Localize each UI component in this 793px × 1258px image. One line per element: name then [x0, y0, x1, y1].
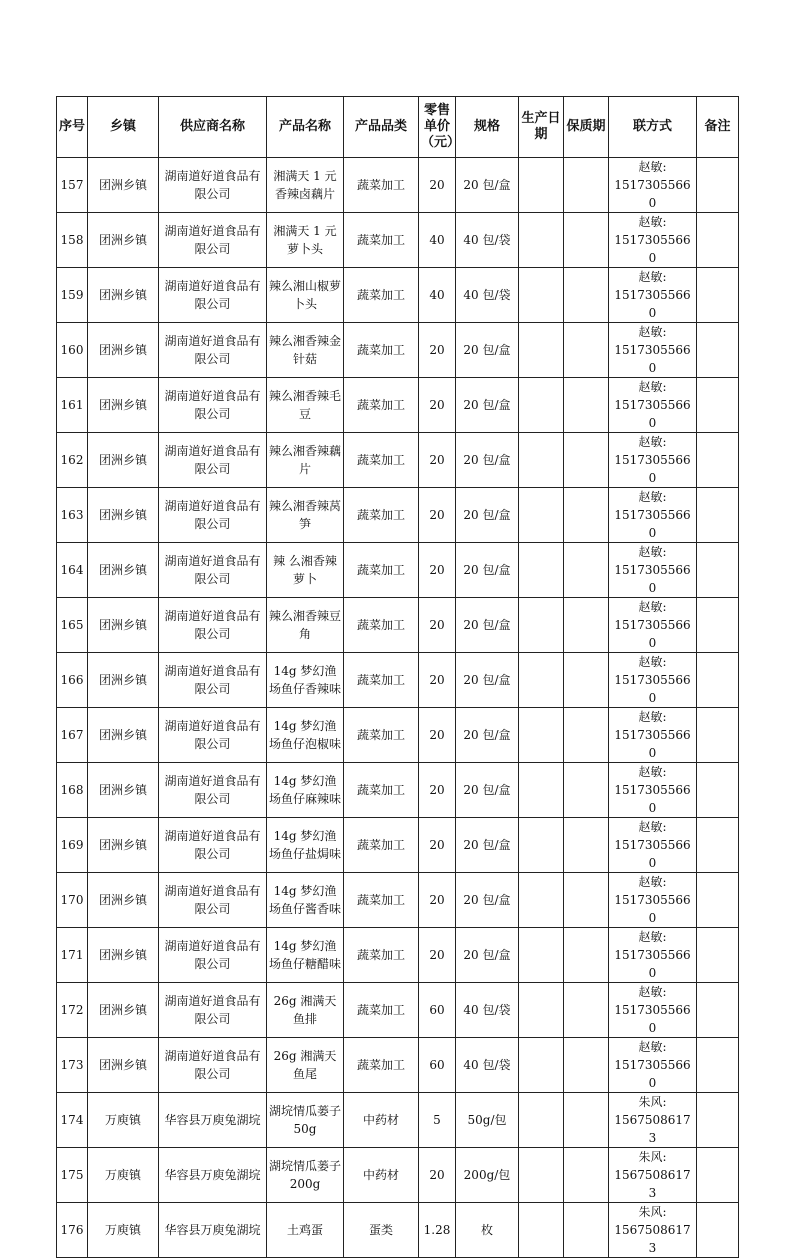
- production-date-cell: [519, 653, 564, 708]
- shelf-life-cell: [564, 1038, 609, 1093]
- table-row: [57, 818, 739, 873]
- table-row: [57, 378, 739, 433]
- contact-phone: 15675086173: [614, 1223, 691, 1255]
- price-cell: 20: [419, 323, 456, 378]
- product-cell: 辣么湘香辣藕片: [267, 433, 344, 488]
- spec-cell: 20 包/盒: [456, 818, 519, 873]
- contact-name: 朱风:: [638, 1095, 667, 1109]
- contact-name: 赵敏:: [638, 1040, 667, 1054]
- row-number: 171: [57, 928, 88, 983]
- spec-cell: 20 包/盒: [456, 543, 519, 598]
- town-cell: 团洲乡镇: [88, 1038, 159, 1093]
- contact-phone: 15173055660: [614, 508, 691, 540]
- price-cell: 20: [419, 543, 456, 598]
- category-cell: 中药材: [344, 1093, 419, 1148]
- product-cell: 14g 梦幻渔场鱼仔麻辣味: [267, 763, 344, 818]
- product-cell: 26g 湘满天鱼尾: [267, 1038, 344, 1093]
- production-date-cell: [519, 433, 564, 488]
- contact-cell: [609, 983, 697, 1038]
- contact-phone: 15675086173: [614, 1113, 691, 1145]
- supplier-cell: 湖南道好道食品有限公司: [159, 543, 267, 598]
- production-date-cell: [519, 158, 564, 213]
- table-row: [57, 488, 739, 543]
- shelf-life-cell: [564, 983, 609, 1038]
- shelf-life-cell: [564, 488, 609, 543]
- contact-cell: [609, 873, 697, 928]
- town-cell: 团洲乡镇: [88, 983, 159, 1038]
- spec-cell: 20 包/盒: [456, 488, 519, 543]
- column-header: 供应商名称: [159, 97, 267, 158]
- category-cell: 蔬菜加工: [344, 653, 419, 708]
- supplier-cell: 湖南道好道食品有限公司: [159, 708, 267, 763]
- row-number: 175: [57, 1148, 88, 1203]
- contact-name: 赵敏:: [638, 875, 667, 889]
- row-number: 176: [57, 1203, 88, 1258]
- price-cell: 60: [419, 1038, 456, 1093]
- product-cell: 14g 梦幻渔场鱼仔盐焗味: [267, 818, 344, 873]
- category-cell: 蔬菜加工: [344, 213, 419, 268]
- row-number: 166: [57, 653, 88, 708]
- shelf-life-cell: [564, 598, 609, 653]
- note-cell: [697, 433, 739, 488]
- price-cell: 20: [419, 433, 456, 488]
- contact-cell: [609, 818, 697, 873]
- contact-cell: [609, 928, 697, 983]
- table-row: [57, 1093, 739, 1148]
- spec-cell: 40 包/袋: [456, 213, 519, 268]
- shelf-life-cell: [564, 928, 609, 983]
- category-cell: 蔬菜加工: [344, 323, 419, 378]
- table-row: [57, 543, 739, 598]
- price-cell: 5: [419, 1093, 456, 1148]
- contact-name: 赵敏:: [638, 820, 667, 834]
- spec-cell: 40 包/袋: [456, 268, 519, 323]
- supplier-cell: 华容县万庾兔湖垸: [159, 1093, 267, 1148]
- production-date-cell: [519, 213, 564, 268]
- product-cell: 辣么湘香辣金针菇: [267, 323, 344, 378]
- table-row: [57, 1203, 739, 1258]
- table-row: [57, 433, 739, 488]
- contact-name: 赵敏:: [638, 160, 667, 174]
- town-cell: 万庾镇: [88, 1148, 159, 1203]
- spec-cell: 20 包/盒: [456, 323, 519, 378]
- contact-cell: [609, 433, 697, 488]
- contact-name: 赵敏:: [638, 765, 667, 779]
- contact-phone: 15173055660: [614, 343, 691, 375]
- town-cell: 团洲乡镇: [88, 653, 159, 708]
- production-date-cell: [519, 1093, 564, 1148]
- spec-cell: 20 包/盒: [456, 653, 519, 708]
- table-row: [57, 763, 739, 818]
- product-cell: 14g 梦幻渔场鱼仔香辣味: [267, 653, 344, 708]
- column-header: 备注: [697, 97, 739, 158]
- category-cell: 蔬菜加工: [344, 378, 419, 433]
- contact-name: 朱风:: [638, 1205, 667, 1219]
- price-cell: 20: [419, 763, 456, 818]
- town-cell: 团洲乡镇: [88, 818, 159, 873]
- contact-name: 赵敏:: [638, 985, 667, 999]
- price-cell: 20: [419, 488, 456, 543]
- row-number: 174: [57, 1093, 88, 1148]
- spec-cell: 40 包/袋: [456, 1038, 519, 1093]
- contact-name: 朱风:: [638, 1150, 667, 1164]
- contact-cell: [609, 213, 697, 268]
- note-cell: [697, 1203, 739, 1258]
- contact-phone: 15173055660: [614, 178, 691, 210]
- town-cell: 团洲乡镇: [88, 158, 159, 213]
- town-cell: 团洲乡镇: [88, 433, 159, 488]
- price-cell: 20: [419, 378, 456, 433]
- town-cell: 团洲乡镇: [88, 708, 159, 763]
- row-number: 172: [57, 983, 88, 1038]
- product-cell: 辣么湘香辣豆角: [267, 598, 344, 653]
- column-header: 规格: [456, 97, 519, 158]
- category-cell: 蔬菜加工: [344, 598, 419, 653]
- supplier-cell: 湖南道好道食品有限公司: [159, 598, 267, 653]
- category-cell: 蔬菜加工: [344, 433, 419, 488]
- category-cell: 蔬菜加工: [344, 1038, 419, 1093]
- contact-phone: 15173055660: [614, 673, 691, 705]
- shelf-life-cell: [564, 1093, 609, 1148]
- product-cell: 辣么湘香辣莴笋: [267, 488, 344, 543]
- price-cell: 20: [419, 818, 456, 873]
- note-cell: [697, 543, 739, 598]
- supplier-cell: 湖南道好道食品有限公司: [159, 323, 267, 378]
- price-cell: 20: [419, 158, 456, 213]
- contact-cell: [609, 653, 697, 708]
- contact-name: 赵敏:: [638, 215, 667, 229]
- supplier-cell: 湖南道好道食品有限公司: [159, 268, 267, 323]
- column-header: 乡镇: [88, 97, 159, 158]
- table-header: [57, 97, 739, 158]
- spec-cell: 枚: [456, 1203, 519, 1258]
- town-cell: 万庾镇: [88, 1093, 159, 1148]
- production-date-cell: [519, 873, 564, 928]
- column-header: 生产日期: [519, 97, 564, 158]
- price-cell: 20: [419, 1148, 456, 1203]
- contact-name: 赵敏:: [638, 545, 667, 559]
- note-cell: [697, 598, 739, 653]
- category-cell: 中药材: [344, 1148, 419, 1203]
- production-date-cell: [519, 708, 564, 763]
- spec-cell: 20 包/盒: [456, 378, 519, 433]
- price-cell: 20: [419, 598, 456, 653]
- contact-name: 赵敏:: [638, 710, 667, 724]
- contact-cell: [609, 1038, 697, 1093]
- contact-phone: 15675086173: [614, 1168, 691, 1200]
- contact-phone: 15173055660: [614, 233, 691, 265]
- note-cell: [697, 213, 739, 268]
- supplier-cell: 湖南道好道食品有限公司: [159, 488, 267, 543]
- product-cell: 14g 梦幻渔场鱼仔酱香味: [267, 873, 344, 928]
- price-cell: 20: [419, 873, 456, 928]
- town-cell: 团洲乡镇: [88, 873, 159, 928]
- shelf-life-cell: [564, 873, 609, 928]
- shelf-life-cell: [564, 818, 609, 873]
- contact-phone: 15173055660: [614, 1003, 691, 1035]
- town-cell: 团洲乡镇: [88, 488, 159, 543]
- contact-name: 赵敏:: [638, 270, 667, 284]
- shelf-life-cell: [564, 1148, 609, 1203]
- note-cell: [697, 818, 739, 873]
- spec-cell: 20 包/盒: [456, 763, 519, 818]
- note-cell: [697, 158, 739, 213]
- row-number: 173: [57, 1038, 88, 1093]
- contact-cell: [609, 378, 697, 433]
- product-cell: 14g 梦幻渔场鱼仔泡椒味: [267, 708, 344, 763]
- contact-name: 赵敏:: [638, 655, 667, 669]
- table-row: [57, 708, 739, 763]
- price-cell: 20: [419, 708, 456, 763]
- contact-phone: 15173055660: [614, 893, 691, 925]
- price-cell: 20: [419, 928, 456, 983]
- supplier-cell: 湖南道好道食品有限公司: [159, 213, 267, 268]
- table-row: [57, 873, 739, 928]
- row-number: 159: [57, 268, 88, 323]
- shelf-life-cell: [564, 213, 609, 268]
- supplier-cell: 湖南道好道食品有限公司: [159, 873, 267, 928]
- production-date-cell: [519, 378, 564, 433]
- product-cell: 26g 湘满天鱼排: [267, 983, 344, 1038]
- supplier-cell: 湖南道好道食品有限公司: [159, 983, 267, 1038]
- row-number: 170: [57, 873, 88, 928]
- contact-phone: 15173055660: [614, 453, 691, 485]
- contact-phone: 15173055660: [614, 783, 691, 815]
- table-row: [57, 323, 739, 378]
- product-cell: 14g 梦幻渔场鱼仔糖醋味: [267, 928, 344, 983]
- column-header: 产品名称: [267, 97, 344, 158]
- town-cell: 万庾镇: [88, 1203, 159, 1258]
- row-number: 165: [57, 598, 88, 653]
- product-cell: 湖垸情瓜蒌子 200g: [267, 1148, 344, 1203]
- category-cell: 蔬菜加工: [344, 928, 419, 983]
- spec-cell: 20 包/盒: [456, 433, 519, 488]
- table-row: [57, 158, 739, 213]
- category-cell: 蔬菜加工: [344, 543, 419, 598]
- shelf-life-cell: [564, 1203, 609, 1258]
- shelf-life-cell: [564, 708, 609, 763]
- note-cell: [697, 983, 739, 1038]
- contact-cell: [609, 1203, 697, 1258]
- row-number: 167: [57, 708, 88, 763]
- row-number: 164: [57, 543, 88, 598]
- product-cell: 湖垸情瓜蒌子 50g: [267, 1093, 344, 1148]
- contact-phone: 15173055660: [614, 288, 691, 320]
- note-cell: [697, 488, 739, 543]
- contact-cell: [609, 268, 697, 323]
- product-cell: 辣么湘香辣毛豆: [267, 378, 344, 433]
- contact-cell: [609, 763, 697, 818]
- contact-name: 赵敏:: [638, 600, 667, 614]
- spec-cell: 40 包/袋: [456, 983, 519, 1038]
- note-cell: [697, 323, 739, 378]
- table-row: [57, 1038, 739, 1093]
- production-date-cell: [519, 323, 564, 378]
- production-date-cell: [519, 543, 564, 598]
- category-cell: 蔬菜加工: [344, 873, 419, 928]
- spec-cell: 50g/包: [456, 1093, 519, 1148]
- contact-cell: [609, 323, 697, 378]
- row-number: 158: [57, 213, 88, 268]
- contact-cell: [609, 598, 697, 653]
- supplier-cell: 湖南道好道食品有限公司: [159, 763, 267, 818]
- category-cell: 蔬菜加工: [344, 763, 419, 818]
- price-cell: 1.28: [419, 1203, 456, 1258]
- category-cell: 蔬菜加工: [344, 158, 419, 213]
- shelf-life-cell: [564, 433, 609, 488]
- town-cell: 团洲乡镇: [88, 323, 159, 378]
- production-date-cell: [519, 983, 564, 1038]
- supplier-cell: 湖南道好道食品有限公司: [159, 818, 267, 873]
- column-header: 零售单价（元）: [419, 97, 456, 158]
- contact-name: 赵敏:: [638, 325, 667, 339]
- shelf-life-cell: [564, 158, 609, 213]
- price-cell: 20: [419, 653, 456, 708]
- supplier-cell: 华容县万庾兔湖垸: [159, 1148, 267, 1203]
- product-cell: 辣么湘山椒萝卜头: [267, 268, 344, 323]
- production-date-cell: [519, 598, 564, 653]
- note-cell: [697, 1148, 739, 1203]
- category-cell: 蛋类: [344, 1203, 419, 1258]
- category-cell: 蔬菜加工: [344, 708, 419, 763]
- town-cell: 团洲乡镇: [88, 928, 159, 983]
- column-header: 序号: [57, 97, 88, 158]
- spec-cell: 20 包/盒: [456, 928, 519, 983]
- note-cell: [697, 708, 739, 763]
- table-body: [57, 158, 739, 1258]
- spec-cell: 20 包/盒: [456, 708, 519, 763]
- note-cell: [697, 378, 739, 433]
- supplier-cell: 湖南道好道食品有限公司: [159, 378, 267, 433]
- note-cell: [697, 1093, 739, 1148]
- shelf-life-cell: [564, 378, 609, 433]
- product-cell: 湘满天 1 元香辣卤藕片: [267, 158, 344, 213]
- table-row: [57, 928, 739, 983]
- note-cell: [697, 653, 739, 708]
- contact-phone: 15173055660: [614, 838, 691, 870]
- spec-cell: 20 包/盒: [456, 873, 519, 928]
- contact-cell: [609, 488, 697, 543]
- row-number: 161: [57, 378, 88, 433]
- production-date-cell: [519, 818, 564, 873]
- product-cell: 辣 么湘香辣萝卜: [267, 543, 344, 598]
- note-cell: [697, 928, 739, 983]
- column-header: 联方式: [609, 97, 697, 158]
- production-date-cell: [519, 928, 564, 983]
- spec-cell: 20 包/盒: [456, 598, 519, 653]
- contact-name: 赵敏:: [638, 380, 667, 394]
- contact-phone: 15173055660: [614, 728, 691, 760]
- category-cell: 蔬菜加工: [344, 818, 419, 873]
- table-row: [57, 1148, 739, 1203]
- production-date-cell: [519, 488, 564, 543]
- row-number: 169: [57, 818, 88, 873]
- spec-cell: 200g/包: [456, 1148, 519, 1203]
- supplier-cell: 华容县万庾兔湖垸: [159, 1203, 267, 1258]
- town-cell: 团洲乡镇: [88, 763, 159, 818]
- supplier-cell: 湖南道好道食品有限公司: [159, 928, 267, 983]
- shelf-life-cell: [564, 653, 609, 708]
- table-row: [57, 213, 739, 268]
- table-row: [57, 598, 739, 653]
- contact-cell: [609, 543, 697, 598]
- contact-phone: 15173055660: [614, 618, 691, 650]
- row-number: 162: [57, 433, 88, 488]
- contact-cell: [609, 158, 697, 213]
- town-cell: 团洲乡镇: [88, 268, 159, 323]
- production-date-cell: [519, 1038, 564, 1093]
- contact-phone: 15173055660: [614, 563, 691, 595]
- category-cell: 蔬菜加工: [344, 983, 419, 1038]
- note-cell: [697, 763, 739, 818]
- product-table: [56, 96, 739, 1258]
- category-cell: 蔬菜加工: [344, 268, 419, 323]
- table-row: [57, 983, 739, 1038]
- price-cell: 60: [419, 983, 456, 1038]
- row-number: 160: [57, 323, 88, 378]
- production-date-cell: [519, 268, 564, 323]
- row-number: 163: [57, 488, 88, 543]
- town-cell: 团洲乡镇: [88, 213, 159, 268]
- town-cell: 团洲乡镇: [88, 378, 159, 433]
- contact-name: 赵敏:: [638, 490, 667, 504]
- shelf-life-cell: [564, 268, 609, 323]
- note-cell: [697, 873, 739, 928]
- production-date-cell: [519, 763, 564, 818]
- shelf-life-cell: [564, 323, 609, 378]
- contact-cell: [609, 708, 697, 763]
- product-cell: 土鸡蛋: [267, 1203, 344, 1258]
- product-cell: 湘满天 1 元萝卜头: [267, 213, 344, 268]
- contact-name: 赵敏:: [638, 435, 667, 449]
- supplier-cell: 湖南道好道食品有限公司: [159, 653, 267, 708]
- supplier-cell: 湖南道好道食品有限公司: [159, 1038, 267, 1093]
- category-cell: 蔬菜加工: [344, 488, 419, 543]
- column-header: 产品品类: [344, 97, 419, 158]
- price-cell: 40: [419, 213, 456, 268]
- contact-cell: [609, 1093, 697, 1148]
- note-cell: [697, 1038, 739, 1093]
- contact-phone: 15173055660: [614, 1058, 691, 1090]
- production-date-cell: [519, 1203, 564, 1258]
- production-date-cell: [519, 1148, 564, 1203]
- contact-phone: 15173055660: [614, 398, 691, 430]
- town-cell: 团洲乡镇: [88, 543, 159, 598]
- spec-cell: 20 包/盒: [456, 158, 519, 213]
- table-row: [57, 653, 739, 708]
- row-number: 168: [57, 763, 88, 818]
- header-row: [57, 97, 739, 158]
- contact-name: 赵敏:: [638, 930, 667, 944]
- price-cell: 40: [419, 268, 456, 323]
- shelf-life-cell: [564, 543, 609, 598]
- contact-phone: 15173055660: [614, 948, 691, 980]
- column-header: 保质期: [564, 97, 609, 158]
- row-number: 157: [57, 158, 88, 213]
- table-row: [57, 268, 739, 323]
- town-cell: 团洲乡镇: [88, 598, 159, 653]
- supplier-cell: 湖南道好道食品有限公司: [159, 158, 267, 213]
- note-cell: [697, 268, 739, 323]
- contact-cell: [609, 1148, 697, 1203]
- supplier-cell: 湖南道好道食品有限公司: [159, 433, 267, 488]
- shelf-life-cell: [564, 763, 609, 818]
